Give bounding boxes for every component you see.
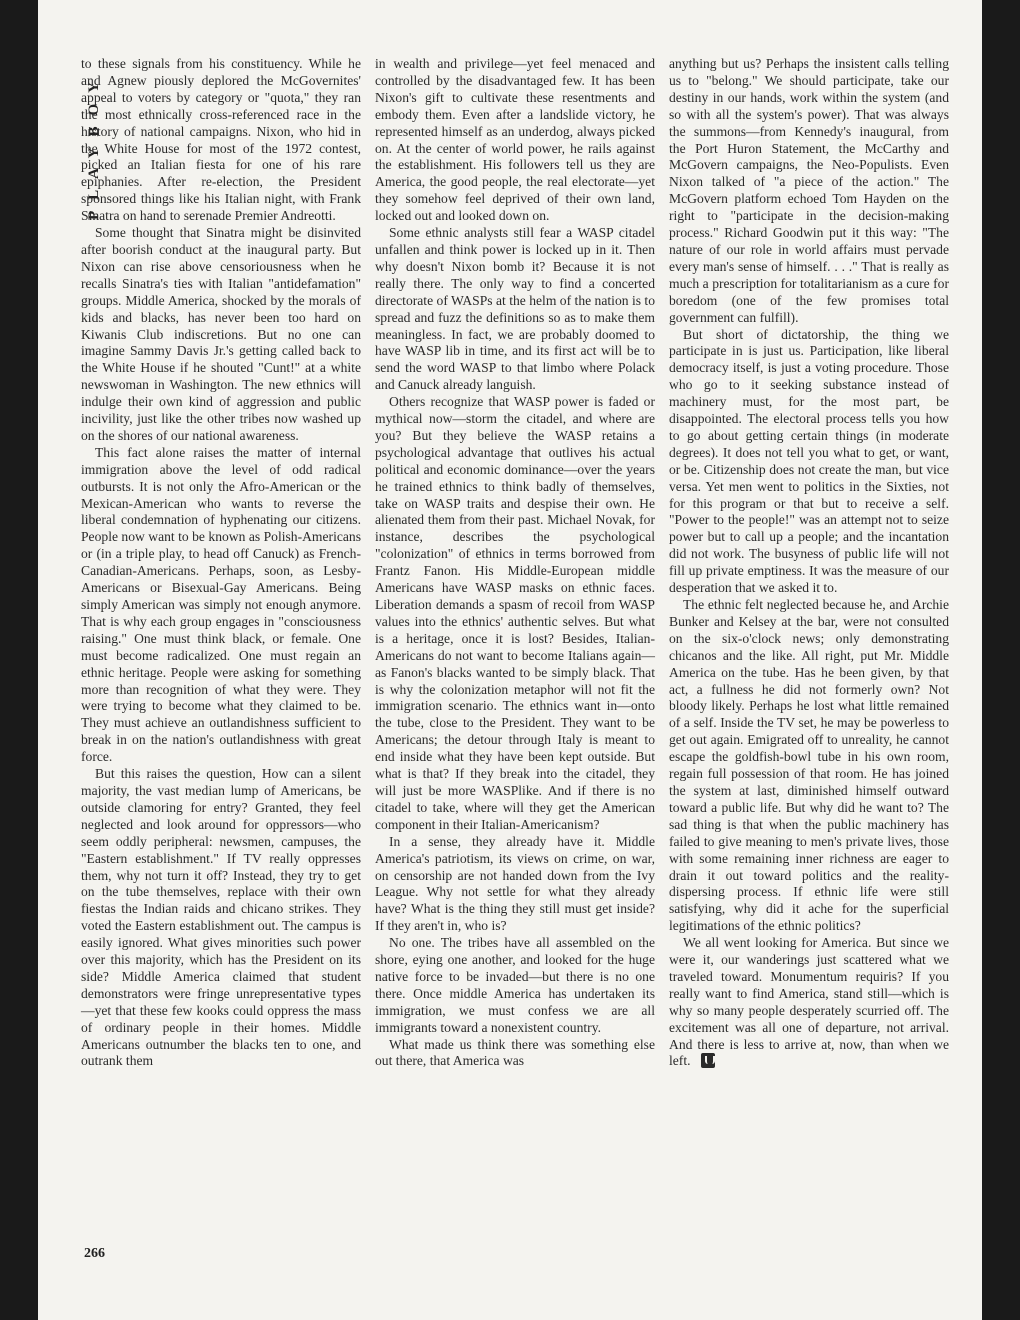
page-number: 266 (84, 1246, 105, 1261)
paragraph: The ethnic felt neglected because he, and Archie Bunker and Kelsey at the bar, were not consulted on the six-o'clock news; only demonstrating chicanos and the like. All right, put Mr. Middle America on the tube. Has he been given, by that act, a fullness he did not formerly own? Not bloody likely. Perhaps he lost what little remained of a self. Inside the TV set, he may be powerless to get out again. Emigrated off to unreality, he cannot escape the goldfish-bowl tube in his own room, regain full possession of that room. He has joined the system at last, diminished himself outward toward a public life. But why did he want to? The sad thing is that when the public machinery has failed to give meaning to men's private lives, those with some remaining inner richness are eager to drain it out toward politics and the reality-dispersing process. If ethnic life were still satisfying, why did it ache for the superficial legitimations of the ethnic politics? (669, 597, 949, 934)
column-3 (669, 56, 949, 1266)
paragraph: Some ethnic analysts still fear a WASP citadel unfallen and think power is locked up in it. Then why doesn't Nixon bomb it? Because it is not really there. The only way to find a concerted directorate of WASPs at the helm of the nation is to spread and fuzz the definitions so as to make them meaningless. In fact, we are probably doomed to have WASP lib in time, and its first act will be to send the word WASP to that limbo where Polack and Canuck already languish. (375, 225, 655, 393)
paragraph: No one. The tribes have all assembled on the shore, eying one another, and looked for the huge native force to be invaded—but there is no one there. Once middle America has undertaken its immigration, we must confess we are all immigrants toward a nonexistent country. (375, 935, 655, 1035)
paragraph: This fact alone raises the matter of internal immigration above the level of odd radical outbursts. It is not only the Afro-American or the Mexican-American who wants to reverse the liberal condemnation of hyphenating our citizens. People now want to be known as Polish-Americans or (in a triple play, to head off Canuck) as French-Canadian-Americans. Perhaps, soon, as Lesby-Americans or Bisexual-Gay Americans. Being simply American was simply not enough anymore. That is why each group engages in "consciousness raising." One must think black, or female. One must become radicalized. One must regain an ethnic heritage. People were asking for something more than recognition of what they were. They were trying to become what they claimed to be. They must achieve an outlandishness sufficient to break in on the nation's outlandishness with great force. (81, 444, 361, 765)
paragraph: But short of dictatorship, the thing we participate in is just us. Participation, like liberal democracy itself, is just a voting procedure. Those who go to it seeking substance instead of machinery must, for the most part, be disappointed. The electoral process tells you how to go about getting certain things (in moderate degrees). It does not tell you what to get, or want, or be. Citizenship does not create the man, but vice versa. Yet men went to politics in the Sixties, not for this program or that but to receive a self. "Power to the people!" was an attempt not to seize power but to call up a people; and the incantation did not work. The busyness of public life will not fill up private emptiness. It was the measure of our desperation that we asked it to. (669, 326, 949, 596)
final-paragraph-text: We all went looking for America. But since we were it, our wanderings just scattered what we traveled toward. Monumentum requiris? If you really want to find America, stand still—which is why so many people desperately scurried off. The excitement was all one of departure, not arrival. And there is less to arrive at, now, than when we left. (669, 935, 949, 1069)
column-1 (81, 56, 361, 1266)
paragraph: in wealth and privilege—yet feel menaced and controlled by the disadvantaged few. It has been Nixon's gift to cultivate these resentments and embody them. Even after a landslide victory, he represented himself as an underdog, always picked on. At the center of world power, he rails against the establishment. His followers tell us they are America, the good people, the real electorate—yet they somehow feel deprived of their own land, locked out and looked down on. (375, 56, 655, 224)
paragraph: What made us think there was something else out there, that America was (375, 1036, 655, 1069)
magazine-name: PLAYBOY (86, 71, 102, 220)
rabbit-head-end-icon (701, 1053, 715, 1068)
paragraph: anything but us? Perhaps the insistent calls telling us to "belong." We should participate, take our destiny in our hands, work within the system (and so with all the system's power). That was always the summons—from Kennedy's inaugural, from the Port Huron Statement, the McCarthy and McGovern campaigns, the Neo-Populists. Even Nixon talked of "a piece of the action." The McGovern platform echoed Tom Hayden on the right to "participate in the decision-making process." Richard Goodwin put it this way: "The nature of our role in world affairs must pervade every man's sense of himself. . . ." That is really as much a prescription for totalitarianism as a cure for boredom (one of the few promises total government can fulfill). (669, 56, 949, 325)
paragraph: to these signals from his constituency. While he and Agnew piously deplored the McGovernites' appeal to voters by category or "quota," they ran the most ethnically cross-referenced race in the history of national campaigns. Nixon, who hid in the White House for most of the 1972 contest, picked an Italian fiesta for one of his rare epiphanies. After re-election, the President sponsored things like his Italian night, with Frank Sinatra on hand to serenade Premier Andreotti. (81, 56, 361, 224)
paragraph: But this raises the question, How can a silent majority, the vast median lump of Americans, be outside clamoring for entry? Granted, they feel neglected and look around for oppressors—who seem oddly peripheral: newsmen, campuses, the "Eastern establishment." If TV really oppresses them, why not turn it off? Instead, they try to get on the tube themselves, replace with their own fiestas the Indian raids and chicano strikes. They voted the Eastern establishment out. The campus is easily ignored. What gives minorities such power over this majority, which has the President on its side? Middle America claimed that student demonstrators were fringe unrepresentative types—yet that these few kooks could oppress the mass of ordinary people in their homes. Middle Americans outnumber the blacks ten to one, and outrank them (81, 766, 361, 1069)
column-2 (375, 56, 655, 1266)
article-body (81, 56, 969, 1266)
paragraph: Others recognize that WASP power is faded or mythical now—storm the citadel, and where are you? But they believe the WASP retains a psychological advantage that outlives his actual political and economic dominance—over the years he trained ethnics to think badly of themselves, take on WASP traits and despise their own. He alienated them from their past. Michael Novak, for instance, describes the psychological "colonization" of ethnics in terms borrowed from Frantz Fanon. His Middle-European middle Americans have WASP masks on ethnic faces. Liberation demands a spasm of recoil from WASP values into the ethnics' authentic selves. But what is a heritage, once it is lost? Besides, Italian-Americans do not want to become Italians again—as Fanon's blacks wanted to be simply black. That is why the colonization metaphor will not fit the immigration scenario. The ethnics want in—onto the tube, close to the President. They want to be Americans; the detour through Italy is meant to end inside what they have been kept outside. But what is that? If they break into the citadel, they will just be more WASPlike. And if there is no citadel to take, where will they get the American component in their Italian-Americanism? (375, 394, 655, 832)
paragraph (669, 935, 949, 1070)
paragraph: In a sense, they already have it. Middle America's patriotism, its views on crime, on war, on censorship are not handed down from the Ivy League. Why not settle for what they already have? What is the thing they still must get inside? If they aren't in, who is? (375, 833, 655, 934)
paragraph: Some thought that Sinatra might be disinvited after boorish conduct at the inaugural party. But Nixon can rise above censoriousness when he recalls Sinatra's ties with Italian "antidefamation" groups. Middle America, shocked by the morals of kids and blacks, has never been too hard on Kiwanis Club indiscretions. But no one can imagine Sammy Davis Jr.'s getting called back to the White House if he shouted "Cunt!" at a white newswoman in Washington. The new ethnics will indulge their own kind of aggression and public incivility, just like the other tribes now washed up on the shores of our national awareness. (81, 225, 361, 443)
